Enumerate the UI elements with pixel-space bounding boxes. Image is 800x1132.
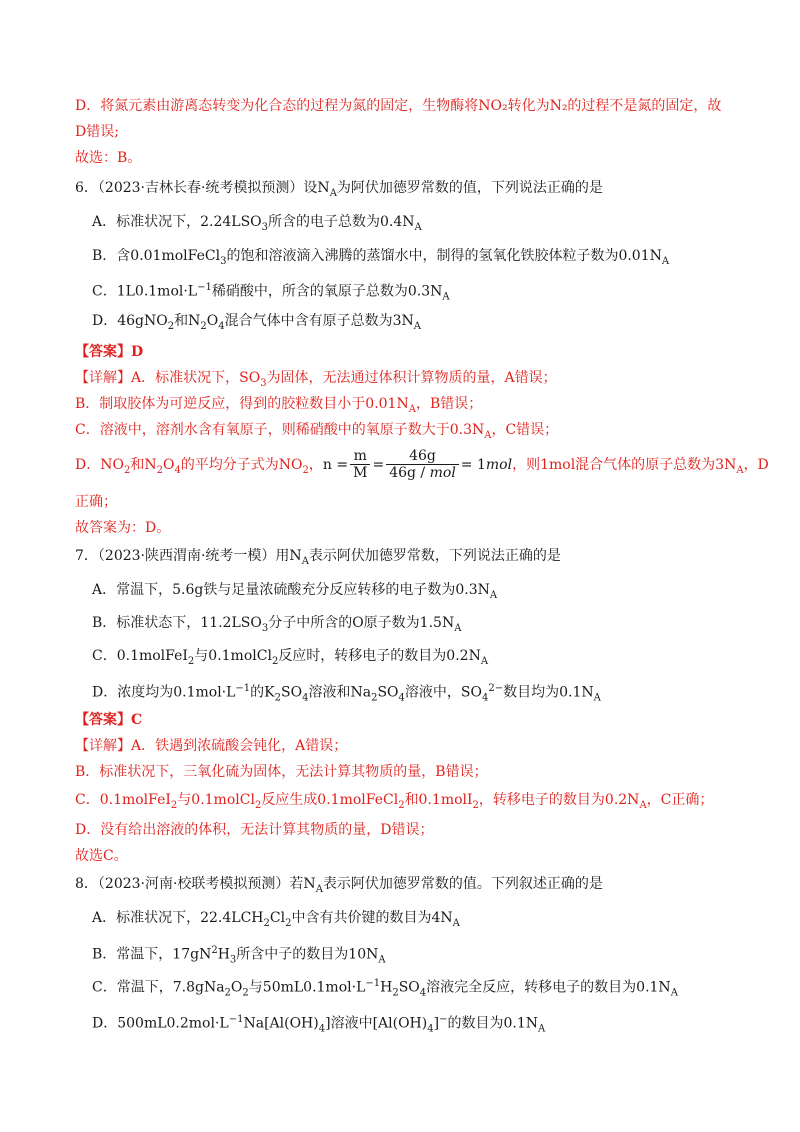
q6-explain-d-pre: D．$NO_2$和$N_2O_4$的平均分子式为$NO_2$， xyxy=(75,456,323,476)
q8-stem: 8．（2023·河南·校联考模拟预测）若$N_A$表示阿伏加德罗常数的值。下列叙述正确的是 xyxy=(75,876,603,895)
q6-option-b: B．含0.01molFeCl$_3$的饱和溶液滴入沸腾的蒸馏水中，制得的氢氧化铁胶体粒子数为$0.01N_A$ xyxy=(92,248,670,267)
q6-formula: n = $\frac{m}{M}$ = $\frac{46g}{\text{46g / mol}}$ = 1mol xyxy=(322,448,513,481)
q7-option-b: B．标准状态下，$11.2LSO_3$分子中所含的O原子数为$1.5N_A$ xyxy=(92,615,462,634)
q6-option-c: C．$1L0.1mol\cdot L^{-1}$稀硝酸中，所含的氧原子总数为$0.3N_A$ xyxy=(92,282,450,303)
q6-option-d: D．46gNO$_2$和$N_2O_4$混合气体中含有原子总数为$3N_A$ xyxy=(92,313,421,332)
q7-option-a: A．常温下，5.6g铁与足量浓硫酸充分反应转移的电子数为$0.3N_A$ xyxy=(92,582,498,601)
q6-answer: 【答案】D xyxy=(75,344,144,360)
q6-explain-a: 【详解】A．标准状况下，$SO_3$为固体，无法通过体积计算物质的量，A错误； xyxy=(75,370,557,389)
prev-d-line2: D错误; xyxy=(75,124,119,140)
q8-option-d: D．$500mL0.2mol\cdot L^{-1}Na[Al(OH)_4]$溶液中$[Al(OH)_4]^-$的数目为$0.1N_A$ xyxy=(92,1014,546,1035)
q8-option-b: B．常温下，$17gN^2H_3$所含中子的数目为$10N_A$ xyxy=(92,945,386,966)
q6-conclusion: 故答案为：D。 xyxy=(75,520,171,536)
q7-answer: 【答案】C xyxy=(75,712,143,728)
q6-stem: 6．（2023·吉林长春·统考模拟预测）设$N_A$为阿伏加德罗常数的值，下列说法正确的是 xyxy=(75,180,603,199)
q7-option-c: C．0.1molFeI$_2$与0.1molCl$_2$反应时，转移电子的数目为$0.2N_A$ xyxy=(92,648,489,667)
q6-explain-c: C．溶液中，溶剂水含有氧原子，则稀硝酸中的氧原子数大于$0.3N_A$，C错误； xyxy=(75,422,559,441)
q6-explain-d xyxy=(75,448,769,486)
q6-explain-d-post: ，则1mol混合气体的原子总数为$3N_A$，D xyxy=(512,456,769,476)
q8-option-c: C．常温下，$7.8gNa_2O_2$与$50mL0.1mol\cdot L^{-1}H_2SO_4$溶液完全反应，转移电子的数目为$0.1N_A$ xyxy=(92,978,678,999)
q6-explain-b: B．制取胶体为可逆反应，得到的胶粒数目小于$0.01N_A$，B错误； xyxy=(75,396,483,415)
q6-explain-d-tail: 正确； xyxy=(75,494,117,510)
q8-option-a: A．标准状况下，$22.4LCH_2Cl_2$中含有共价键的数目为$4N_A$ xyxy=(92,910,460,929)
q7-explain-b: B．标准状况下，三氧化硫为固体，无法计算其物质的量，B错误； xyxy=(75,764,488,780)
q7-option-d: D．浓度均为$0.1mol\cdot L^{-1}$的$K_2SO_4$溶液和$Na_2SO_4$溶液中，$SO_4^{2-}$数目均为$0.1N_A$ xyxy=(92,683,601,704)
q6-option-a: A．标准状况下，$2.24LSO_3$所含的电子总数为$0.4N_A$ xyxy=(92,214,422,233)
q7-explain-a: 【详解】A．铁遇到浓硫酸会钝化，A错误； xyxy=(75,738,348,754)
prev-d-line1: D．将氮元素由游离态转变为化合态的过程为氮的固定，生物酶将NO₂转化为N₂的过程不是氮的固定，故 xyxy=(75,98,722,114)
q7-explain-c: C．0.1molFeI$_2$与0.1molCl$_2$反应生成0.1molFeCl$_2$和0.1molI$_2$，转移电子的数目为$0.2N_A$，C正确； xyxy=(75,792,714,811)
prev-conclusion: 故选：B。 xyxy=(75,150,142,166)
q7-stem: 7．（2023·陕西渭南·统考一模）用$N_A$表示阿伏加德罗常数，下列说法正确的是 xyxy=(75,548,561,567)
q7-conclusion: 故选C。 xyxy=(75,848,128,864)
q7-explain-d: D．没有给出溶液的体积，无法计算其物质的量，D错误； xyxy=(75,822,434,838)
